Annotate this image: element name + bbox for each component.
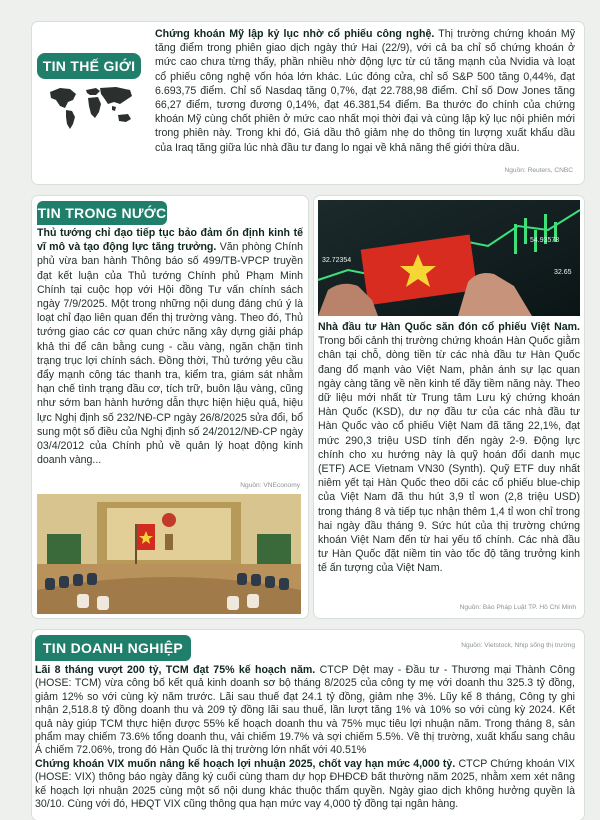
world-news-headline: Chứng khoán Mỹ lập kỷ lục nhờ cổ phiếu công nghệ. xyxy=(155,28,435,40)
domestic-news-body: Văn phòng Chính phủ vừa ban hành Thông báo số 499/TB-VPCP truyền đạt kết luận của Thủ tướng Chính phủ Phạm Minh Chính tại cuộc họp với Hội đồng Tư vấn chính sách ngày 7/9/2025. Một trong những nội dung đáng chú ý là loạt chỉ đạo liên quan đến thị trường vàng. Theo đó, Thủ tướng giao các cơ quan chức năng xây dựng giải pháp khả thi để cân bằng cung - cầu vàng, ngăn chặn tình trạng trục lợi chính sách. Đồng thời, Thủ tướng yêu cầu đẩy mạnh công tác thanh tra, kiểm tra, giám sát nhằm hạn chế tình trạng đầu cơ, tích trữ, buôn lậu vàng, cũng như sớm ban hành hướng dẫn thực hiện hiệu quả, hiệu lực Nghị định số 232/NĐ-CP ngày 26/8/2025 sửa đổi, bổ sung một số điều của Nghị định số 24/2012/NĐ-CP ngày 03/4/2012 của Chính phủ về quản lý hoạt động kinh doanh vàng... xyxy=(37,241,303,467)
chart-value-label: 32.65 xyxy=(554,269,572,276)
world-news-text xyxy=(155,27,575,155)
business-news-source: Nguồn: Vietstock, Nhịp sống thị trường xyxy=(461,642,575,649)
korea-news-source: Nguồn: Báo Pháp Luật TP. Hồ Chí Minh xyxy=(459,604,576,611)
world-news-body: Thị trường chứng khoán Mỹ tăng điểm trong phiên giao dịch ngày thứ Hai (22/9), với cả ba chỉ số chứng khoán ở mức cao chưa từng thấy, phần nhiều nhờ động lực từ cú tăng mạnh của Nvidia và loạt cổ phiếu công nghệ vốn hóa lớn khác. Lúc đóng cửa, chỉ số S&P 500 tăng 0,44%, đạt 6.693,75 điểm. Chỉ số Nasdaq tăng 0,7%, đạt 22.788,98 điểm. Chỉ số Dow Jones tăng 66,27 điểm, tương đương 0,14%, đạt 46.381,54 điểm. Ba thước đo chính của chứng khoán Mỹ cùng chốt phiên ở mức cao nhất mọi thời đại và cùng lập kỷ lục nội phiên mới trong phiên này. Trong khi đó, Giá dầu thô giảm nhẹ do thông tin lượng xuất khẩu dầu của Iraq tăng giữa lúc nhà đầu tư đang lo ngại về khả năng thế giới thừa dầu. xyxy=(155,28,575,154)
korea-news-text xyxy=(318,320,580,576)
tcm-news-body: CTCP Dệt may - Đầu tư - Thương mại Thành Công (HOSE: TCM) vừa công bố kết quả kinh doanh sơ bộ tháng 8/2025 của công ty mẹ với doanh thu 325.3 tỷ đồng, giảm 12% so với cùng kỳ năm trước. Lãi sau thuế đạt 24.1 tỷ đồng, giảm nhẹ 3%. Lũy kế 8 tháng, Công ty ghi nhận 2,518.8 tỷ đồng doanh thu và 209 tỷ đồng lãi sau thuế, lần lượt tăng 1% và 10% so với cùng kỳ 2024. Kết quả này giúp TCM thực hiện được 55% kế hoạch doanh thu và 75% mục tiêu lợi nhuận năm. Trong tháng 8, sản phẩm may chiếm 73.6% tổng doanh thu, vải chiếm 19.7% và sợi chiếm 5.5%. Về thị trường, xuất khẩu sang châu Á chiếm 72.06%, trong đó Hàn Quốc là thị trường lớn nhất với 40.51% xyxy=(35,664,575,757)
tcm-news-text xyxy=(35,664,575,758)
vietnam-flag-stock-photo xyxy=(318,200,580,316)
vix-news-headline: Chứng khoán VIX muốn nâng kế hoạch lợi nhuận 2025, chốt vay hạn mức 4,000 tỷ. xyxy=(35,758,456,770)
domestic-news-text xyxy=(37,226,303,467)
korea-news-body: Trong bối cảnh thị trường chứng khoán Hàn Quốc giằm chân tại chỗ, dòng tiền từ các nhà đầu tư Hàn Quốc đang đổ mạnh vào Việt Nam, phản ánh sự lạc quan ngày càng tăng về nền kinh tế đầy tiềm năng này. Theo dữ liệu mới nhất từ Trung tâm Lưu ký chứng khoán Hàn Quốc (KSD), dư nợ đầu tư của các nhà đầu tư Hàn Quốc vào cổ phiếu Việt Nam đã tăng 22,1%, đạt mức 290,3 triệu USD tính đến ngày 2-9. Động lực chính cho xu hướng này là quỹ hoán đổi danh mục (ETF) ACE Vietnam VN30 (Synth). Quỹ ETF duy nhất niêm yết tại Hàn Quốc theo dõi các cổ phiếu blue-chip của Việt Nam đã thu hút 3,9 tỉ won (2,8 triệu USD) trong tháng 8 và tiếp tục nhận thêm 1,4 tỉ won chỉ trong hai ngày đầu tháng 9. Sức hút của thị trường chứng khoán Việt Nam đến từ hai yếu tố chính. Các nhà đầu tư Hàn Quốc đặt niềm tin vào tốc độ tăng trưởng kinh tế ấn tượng của Việt Nam. xyxy=(318,335,580,575)
vix-news-body: CTCP Chứng khoán VIX (HOSE: VIX) thông báo ngày đăng ký cuối cùng tham dự họp ĐHĐCĐ bất thường năm 2025, nhằm xem xét nâng kế hoạch lợi nhuận 2025 cùng một số nội dung khác thuộc thẩm quyền. Ngày giao dịch không hưởng quyền là 30/10. Cùng với đó, HĐQT VIX cũng thông qua hạn mức vay 4,000 tỷ đồng tại ngân hàng. xyxy=(35,758,575,811)
chart-value-label: 54.93578 xyxy=(530,237,560,244)
domestic-news-headline: Thủ tướng chỉ đạo tiếp tục bảo đảm ổn định kinh tế vĩ mô và tạo động lực tăng trưởng. xyxy=(37,227,303,254)
tcm-news-headline: Lãi 8 tháng vượt 200 tỷ, TCM đạt 75% kế hoạch năm. xyxy=(35,664,316,676)
chart-value-label: 32.72354 xyxy=(322,257,352,264)
domestic-news-tag: TIN TRONG NƯỚC xyxy=(37,201,167,225)
korea-news-headline: Nhà đầu tư Hàn Quốc săn đón cổ phiếu Việt Nam. xyxy=(318,321,580,333)
domestic-news-source: Nguồn: VNEconomy xyxy=(240,482,300,489)
business-news-tag: TIN DOANH NGHIỆP xyxy=(35,635,191,661)
vix-news-text xyxy=(35,758,575,812)
world-map-icon xyxy=(46,82,138,132)
government-meeting-photo xyxy=(37,494,301,614)
world-news-tag: TIN THẾ GIỚI xyxy=(37,53,141,79)
world-news-source: Nguồn: Reuters, CNBC xyxy=(504,167,573,174)
